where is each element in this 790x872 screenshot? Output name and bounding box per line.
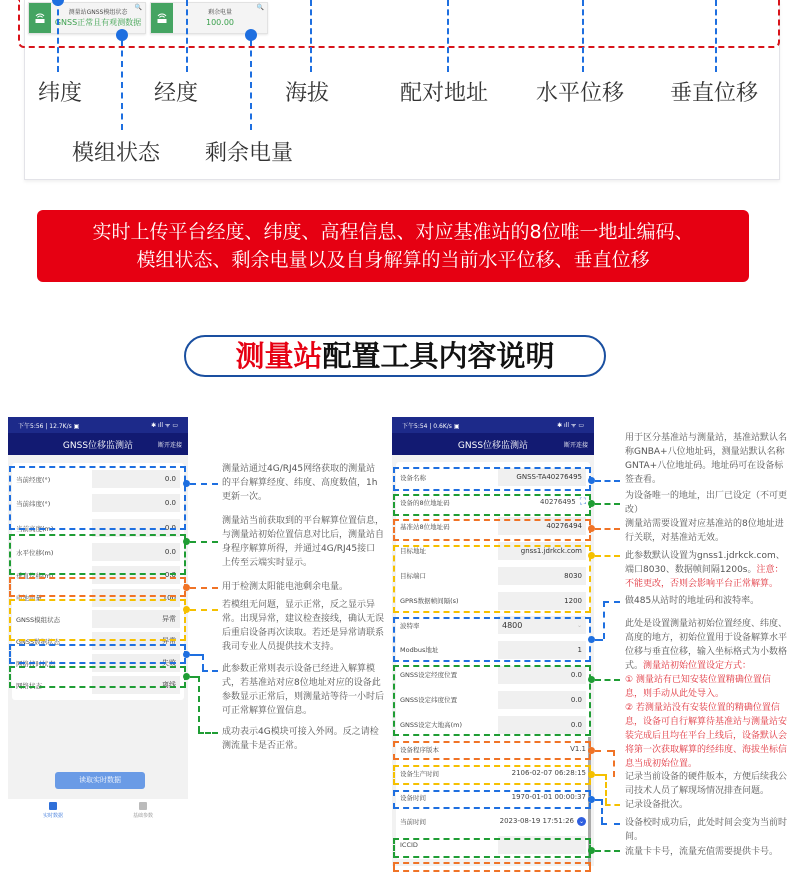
row-label: 当前时间 <box>400 817 426 826</box>
row-label: 当前高度(m) <box>16 524 54 533</box>
connector <box>202 654 204 670</box>
annotation-box <box>393 494 591 516</box>
connector <box>190 654 202 656</box>
annotation-box <box>9 466 186 530</box>
connector-dot <box>588 636 595 643</box>
connector <box>595 528 620 530</box>
note-battery: 用于检测太阳能电池剩余电量。 <box>222 582 349 592</box>
app-bar <box>392 433 594 455</box>
label-pair-address: 配对地址 <box>400 81 489 106</box>
tab-realtime[interactable] <box>43 802 63 827</box>
row-value: 异常 <box>92 632 180 650</box>
connector <box>198 732 218 734</box>
row-label: 波特率 <box>400 621 420 630</box>
scan-icon[interactable]: ⛶ <box>579 497 586 507</box>
card-label: 测量站GNSS模组状态 <box>68 8 128 16</box>
app-title: GNSS位移监测站 <box>62 440 134 451</box>
set-latitude-input[interactable]: 0.0 <box>498 691 586 709</box>
note-warning: 注意：不能更改，否则会影响平台正常解算。 <box>625 565 784 589</box>
connector-dot <box>588 771 595 778</box>
row-value: 0.0 <box>92 566 180 584</box>
annotation-box <box>393 862 591 872</box>
disconnect-button[interactable]: 断开连接 <box>157 441 182 449</box>
leader-line <box>715 0 717 72</box>
row-value: 离线 <box>92 676 180 694</box>
disconnect-button[interactable]: 断开连接 <box>563 441 588 449</box>
annotation-box <box>393 765 591 785</box>
chart-icon <box>49 802 57 810</box>
connector <box>595 639 603 641</box>
connector <box>595 555 620 557</box>
section-title-red: 测量站 <box>235 339 323 373</box>
row-value: 0.0 <box>92 470 180 488</box>
status-left: 下午5:54 | 0.6K/s ▣ <box>402 422 460 430</box>
annotation-box <box>393 741 591 760</box>
note-modbus: 做485从站时的地址码和波特率。 <box>625 596 760 606</box>
row-value: 0.0 <box>92 519 180 537</box>
connector-dot <box>588 500 595 507</box>
row-value: 40276495 <box>540 498 576 506</box>
connector-dot <box>183 584 190 591</box>
status-bar <box>8 417 188 433</box>
row-value: 1970-01-01 00:00:37 <box>511 793 586 801</box>
annotation-box <box>393 838 591 858</box>
connector <box>605 804 620 806</box>
annotation-box <box>393 519 591 541</box>
base-address-input[interactable]: 40276494 <box>498 517 586 535</box>
row-label: 目标端口 <box>400 572 426 580</box>
app-title: GNSS位移监测站 <box>457 440 529 451</box>
connector-dot <box>588 796 595 803</box>
connector <box>595 503 620 505</box>
bottom-tabbar <box>8 799 188 827</box>
annotation-box <box>393 545 591 613</box>
row-label: 设备的8位地址码 <box>400 498 450 507</box>
row-value: V1.1 <box>570 745 586 753</box>
row-label: GNSS设定大地高(m) <box>400 721 463 729</box>
note-target-server <box>625 549 787 591</box>
row-label: 设备程序版本 <box>400 745 439 754</box>
note-device-name: 用于区分基准站与测量站，基准站默认名称GNBA+八位地址码，测量站默认名称GNTA+八位地址码。地址码可在设备标签查看。 <box>625 433 788 485</box>
row-label: GPRS数据帧间隔(s) <box>400 597 459 605</box>
row-label: 网络状态 <box>16 681 42 690</box>
annotation-box <box>393 790 591 809</box>
read-realtime-button[interactable]: 读取实时数据 <box>55 772 145 789</box>
row-label: 当前纬度(°) <box>16 499 51 508</box>
row-label: GNSS模组状态 <box>16 615 61 624</box>
connector-dot <box>183 538 190 545</box>
connector-dot <box>588 676 595 683</box>
note-displacement: 测量站当前获取到的平台解算位置信息，与测量站初始位置信息对比后，测量站自身程序解算所得，并通过4G/RJ45接口上传至云端实时显示。 <box>222 516 385 568</box>
note-device-address: 为设备唯一的地址，出厂已设定（不可更改） <box>625 491 788 515</box>
row-label: 网络校时状态 <box>16 659 55 668</box>
label-battery: 剩余电量 <box>205 141 294 166</box>
annotation-box <box>9 599 186 641</box>
leader-line <box>57 0 59 72</box>
status-right: ✱ ıll ᯤ ▭ <box>557 422 584 429</box>
label-longitude: 经度 <box>154 81 199 106</box>
note-iccid: 流量卡卡号，流量充值需要提供卡号。 <box>625 847 779 857</box>
connector <box>190 587 218 589</box>
row-label: 电池电量 <box>16 594 42 602</box>
card-value: GNSS正常且有观测数据 <box>54 17 142 27</box>
annotation-box <box>393 665 591 736</box>
row-label: 设备生产时间 <box>400 769 439 778</box>
row-label: 设备时间 <box>400 793 426 802</box>
note-method-1: ① 测量站有已知安装位置精确位置信息，则手动从此处导入。 <box>625 675 771 699</box>
row-label: 当前经度(°) <box>16 475 51 484</box>
label-vertical-displacement: 垂直位移 <box>670 81 759 106</box>
connector-dot <box>588 552 595 559</box>
app-bar <box>8 433 188 455</box>
sync-time-icon[interactable]: ⌄ <box>578 817 585 825</box>
note-firmware: 记录当前设备的硬件版本，方便后续我公司技术人员了解现场情况排查问题。 <box>625 772 788 796</box>
connector-dot <box>588 477 595 484</box>
search-icon[interactable]: 🔍 <box>134 4 142 11</box>
row-value: 异常 <box>92 610 180 628</box>
gnss-status-card[interactable] <box>28 2 146 34</box>
annotation-box <box>9 577 186 597</box>
leader-line <box>121 40 123 130</box>
banner-line-1: 实时上传平台经度、纬度、高程信息、对应基准站的8位唯一地址编码、 <box>92 221 694 243</box>
tab-label: 实时数据 <box>42 813 63 819</box>
section-title-black: 配置工具内容说明 <box>322 339 555 373</box>
leader-line <box>447 0 449 72</box>
connector <box>595 679 620 681</box>
connector-dot <box>588 847 595 854</box>
status-right: ✱ ıll ᯤ ▭ <box>151 422 178 429</box>
target-port-input[interactable]: 8030 <box>498 567 586 585</box>
row-label: GNSS设定经度位置 <box>400 671 458 679</box>
connector <box>595 480 620 482</box>
row-label: 基准站8位地址码 <box>400 522 450 531</box>
connector <box>603 601 620 603</box>
label-latitude: 纬度 <box>38 81 83 106</box>
note-gnss-status: 若模组无问题，显示正常，反之显示异常。出现异常，建议检查接线，确认无误后重启设备再次读取。若还是异常请联系我司专业人员提供技术支持。 <box>222 600 385 652</box>
row-value: 失败 <box>92 654 180 672</box>
connector-dot <box>183 480 190 487</box>
annotation-box <box>9 666 186 688</box>
connector <box>202 670 218 672</box>
connector-dot <box>588 747 595 754</box>
leader-line <box>310 0 312 72</box>
annotation-box <box>393 467 591 491</box>
tab-params[interactable] <box>133 802 153 827</box>
note-initial-position <box>625 617 787 771</box>
gprs-interval-input[interactable]: 1200 <box>498 592 586 610</box>
banner-line-2: 模组状态、剩余电量以及自身解算的当前水平位移、垂直位移 <box>136 249 650 271</box>
annotation-box <box>393 617 591 662</box>
target-address-input[interactable]: gnss1.jdrkck.com <box>498 542 586 560</box>
set-longitude-input[interactable]: 0.0 <box>498 666 586 684</box>
row-label: 设备名称 <box>400 473 426 482</box>
label-horizontal-displacement: 水平位移 <box>536 81 625 106</box>
row-value: 2106-02-07 06:28:15 <box>511 769 586 777</box>
status-bar <box>392 417 594 433</box>
note-method-title: 测量站初始位置设定方式： <box>643 661 752 671</box>
modbus-address-input[interactable]: 1 <box>498 641 586 659</box>
wifi-device-icon <box>29 3 51 33</box>
search-icon[interactable]: 🔍 <box>256 4 264 11</box>
connector <box>613 750 615 777</box>
table-row <box>396 809 590 833</box>
device-name-input[interactable]: GNSS-TA40276495 <box>498 468 586 486</box>
connector <box>595 774 605 776</box>
row-label: Modbus地址 <box>400 646 439 654</box>
connector <box>190 676 198 678</box>
leader-line <box>582 0 584 72</box>
swap-icon <box>139 802 147 810</box>
note-text: 此参数默认设置为gnss1.jdrkck.com、端口8030、数据帧间隔1200s。 <box>625 551 785 575</box>
card-label: 剩余电量 <box>207 8 232 16</box>
row-value: 0.0 <box>92 494 180 512</box>
note-time-sync: 此参数正常则表示设备已经进入解算模式，若基准站对应8位地址对应的设备此参数显示正常后，则测量站等待一小时后可正常解算位置信息。 <box>222 664 385 716</box>
card-value: 100.00 <box>206 17 234 27</box>
note-coordinates: 测量站通过4G/RJ45网络获取的测量站的平台解算经度、纬度、高度数值，1h更新一次。 <box>222 464 378 502</box>
row-label: 水平位移(m) <box>16 548 54 557</box>
connector <box>190 541 218 543</box>
set-height-input[interactable]: 0.0 <box>498 716 586 734</box>
row-value: 100 <box>92 589 180 607</box>
row-label: 目标地址 <box>400 547 426 555</box>
connector <box>603 601 605 639</box>
note-base-address: 测量站需要设置对应基准站的8位地址进行关联，对基准站无效。 <box>625 519 784 543</box>
note-method-2: ② 若测量站没有安装位置的精确位置信息，设备可自行解算待基准站与测量站安装完成后且均在平台上线后，设备默认会将第一次获取解算的经纬度、海拔坐标信息当成初始位置。 <box>625 703 788 769</box>
chevron-down-icon: ⌄ <box>576 621 582 629</box>
annotation-box <box>9 534 186 575</box>
connector <box>198 676 200 732</box>
row-label: GNSS设定纬度位置 <box>400 696 458 704</box>
wifi-device-icon <box>151 3 173 33</box>
connector <box>605 774 607 804</box>
connector <box>190 609 218 611</box>
note-production-time: 记录设备批次。 <box>625 800 689 810</box>
connector <box>190 483 218 485</box>
connector <box>595 850 620 852</box>
connector <box>601 799 603 823</box>
label-module-status: 模组状态 <box>72 141 161 166</box>
feature-banner <box>37 210 749 282</box>
section-title <box>184 335 606 377</box>
connector <box>595 750 613 752</box>
connector-dot <box>588 525 595 532</box>
baud-value: 4800 <box>502 620 523 630</box>
connector-dot <box>183 606 190 613</box>
note-text: 此处是设置测量站初始位置经度、纬度、高度的地方，初始位置用于设备解算水平位移与垂直位移，输入坐标格式为小数格式。 <box>625 619 788 671</box>
tab-label: 基础参数 <box>132 813 153 819</box>
note-network: 成功表示4G模块可接入外网。反之请检测流量卡是否正常。 <box>222 727 379 751</box>
row-value: 2023-08-19 17:51:26 <box>499 817 574 825</box>
row-label: 垂直位移(m) <box>16 571 54 580</box>
row-value: 0.0 <box>92 543 180 561</box>
connector-dot <box>183 673 190 680</box>
leader-line <box>186 0 188 72</box>
row-label: ICCID <box>400 841 418 849</box>
connector-dot <box>183 651 190 658</box>
connector <box>601 823 620 825</box>
label-altitude: 海拔 <box>285 81 330 106</box>
leader-line <box>250 40 252 130</box>
note-device-time: 设备校时成功后，此处时间会变为当前时间。 <box>625 818 788 842</box>
annotation-box <box>9 644 186 664</box>
status-left: 下午5:56 | 12.7K/s ▣ <box>18 422 80 430</box>
row-label: GNSS数据状态 <box>16 637 61 646</box>
